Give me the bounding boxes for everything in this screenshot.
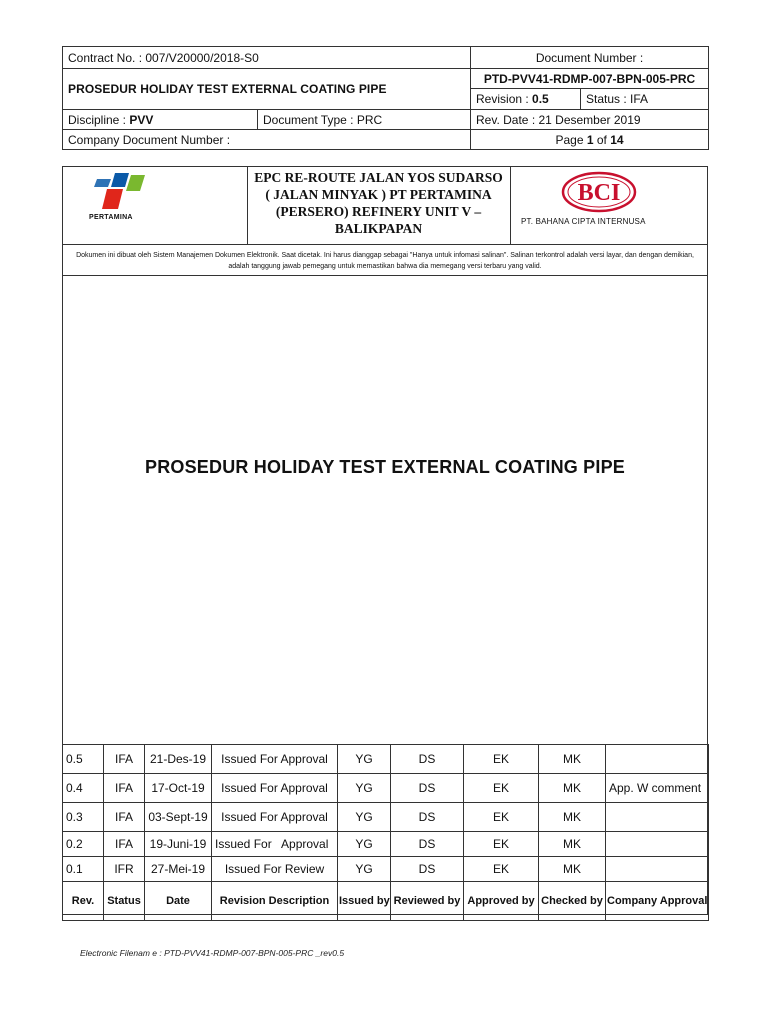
- revision-table: [62, 744, 709, 921]
- table-row: [63, 832, 709, 857]
- approved-by-cell: EK: [464, 832, 539, 857]
- approved-by-cell: EK: [464, 774, 539, 803]
- approved-by-cell: EK: [464, 745, 539, 774]
- project-title: [247, 167, 511, 244]
- project-line-4: BALIKPAPAN: [334, 221, 423, 236]
- date-cell: 21-Des-19: [145, 745, 212, 774]
- issued-by-cell: YG: [338, 857, 391, 882]
- issued-by-cell: YG: [338, 745, 391, 774]
- reviewed-by-cell: DS: [391, 774, 464, 803]
- document-header: [62, 46, 709, 150]
- description-cell: Issued For Approval: [212, 745, 338, 774]
- date-cell: 17-Oct-19: [145, 774, 212, 803]
- date-cell: 03-Sept-19: [145, 803, 212, 832]
- discipline-cell: [63, 110, 258, 130]
- company-document-number: Company Document Number :: [63, 130, 471, 150]
- project-line-1: EPC RE-ROUTE JALAN YOS SUDARSO: [254, 170, 503, 185]
- table-row: [63, 745, 709, 774]
- date-cell: 19-Juni-19: [145, 832, 212, 857]
- rev-cell: 0.5: [63, 745, 104, 774]
- discipline-value: PVV: [129, 112, 154, 127]
- status-cell: IFA: [104, 745, 145, 774]
- pertamina-logo-text: PERTAMINA: [89, 214, 133, 221]
- column-header-date: Date: [145, 882, 212, 921]
- description-cell: Issued For Approval: [212, 774, 338, 803]
- table-row: [63, 857, 709, 882]
- bci-caption: PT. BAHANA CIPTA INTERNUSA: [521, 217, 646, 226]
- status-cell: IFA: [104, 774, 145, 803]
- rev-cell: 0.3: [63, 803, 104, 832]
- company-approval-cell: App. W comment: [606, 774, 709, 803]
- reviewed-by-cell: DS: [391, 832, 464, 857]
- logo-row: [63, 167, 707, 245]
- page-label: Page: [555, 132, 587, 147]
- rev-cell: 0.2: [63, 832, 104, 857]
- reviewed-by-cell: DS: [391, 857, 464, 882]
- description-cell: Issued For Approval: [212, 832, 338, 857]
- column-header-rev: Rev.: [63, 882, 104, 921]
- rev-cell: 0.4: [63, 774, 104, 803]
- electronic-filename: Electronic Filenam e : PTD-PVV41-RDMP-007-BPN-005-PRC _rev0.5: [80, 948, 345, 958]
- company-approval-cell: [606, 832, 709, 857]
- checked-by-cell: MK: [539, 803, 606, 832]
- company-approval-cell: [606, 857, 709, 882]
- approved-by-cell: EK: [464, 803, 539, 832]
- document-number-label: Document Number :: [471, 47, 709, 69]
- reviewed-by-cell: DS: [391, 803, 464, 832]
- checked-by-cell: MK: [539, 774, 606, 803]
- revision-rows: [63, 745, 709, 921]
- status-cell: IFA: [104, 803, 145, 832]
- table-row: [63, 774, 709, 803]
- revision-cell: [471, 89, 581, 110]
- reviewed-by-cell: DS: [391, 745, 464, 774]
- table-row: [63, 803, 709, 832]
- checked-by-cell: MK: [539, 745, 606, 774]
- main-title: PROSEDUR HOLIDAY TEST EXTERNAL COATING PIPE: [144, 457, 625, 477]
- header-title-part1: PROSEDUR HOLIDAY TEST: [68, 82, 232, 96]
- bci-logo-icon: [561, 171, 637, 213]
- bci-logo-letters: BCI: [577, 180, 621, 206]
- contract-number: Contract No. : 007/V20000/2018-S0: [63, 47, 471, 69]
- rev-cell: 0.1: [63, 857, 104, 882]
- status-cell: IFR: [104, 857, 145, 882]
- column-header-description: Revision Description: [212, 882, 338, 921]
- column-header-company-approval: Company Approval: [606, 882, 709, 921]
- approved-by-cell: EK: [464, 857, 539, 882]
- description-cell: Issued For Approval: [212, 803, 338, 832]
- date-cell: 27-Mei-19: [145, 857, 212, 882]
- header-title-part2: EXTERNAL COATING PIPE: [231, 82, 387, 96]
- revision-label: Revision :: [476, 92, 533, 106]
- column-header-status: Status: [104, 882, 145, 921]
- revision-value: 0.5: [532, 92, 549, 106]
- column-header-approved-by: Approved by: [464, 882, 539, 921]
- revision-date: Rev. Date : 21 Desember 2019: [471, 110, 709, 130]
- header-title: [63, 69, 471, 110]
- status-cell: IFA: [104, 832, 145, 857]
- page-total: 14: [610, 132, 624, 147]
- document-type: Document Type : PRC: [258, 110, 471, 130]
- checked-by-cell: MK: [539, 832, 606, 857]
- issued-by-cell: YG: [338, 803, 391, 832]
- document-number: PTD-PVV41-RDMP-007-BPN-005-PRC: [471, 69, 709, 89]
- column-header-checked-by: Checked by: [539, 882, 606, 921]
- description-cell: Issued For Review: [212, 857, 338, 882]
- column-header-issued-by: Issued by: [338, 882, 391, 921]
- column-header-reviewed-by: Reviewed by: [391, 882, 464, 921]
- checked-by-cell: MK: [539, 857, 606, 882]
- discipline-label: Discipline :: [68, 112, 130, 127]
- issued-by-cell: YG: [338, 832, 391, 857]
- status-cell: Status : IFA: [581, 89, 709, 110]
- page-current: 1: [586, 132, 594, 147]
- revision-table-header: [63, 882, 709, 921]
- cover-frame: [62, 166, 708, 915]
- pertamina-logo-icon: [93, 171, 149, 213]
- project-line-2: ( JALAN MINYAK ) PT PERTAMINA: [265, 187, 492, 202]
- company-approval-cell: [606, 803, 709, 832]
- page-of: of: [593, 132, 611, 147]
- project-line-3: (PERSERO) REFINERY UNIT V –: [275, 204, 482, 219]
- document-notice: Dokumen ini dibuat oleh Sistem Manajemen Dokumen Elektronik. Saat dicetak. Ini harus dianggap sebagai "Hanya untuk infomasi salinan". Salinan terkontrol adalah versi layar, dan dengan demikian, adalah tanggung jawab pemegang untuk memastikan bahwa dia memegang versi terbaru yang valid.: [63, 245, 707, 276]
- issued-by-cell: YG: [338, 774, 391, 803]
- pertamina-logo-cell: [63, 167, 248, 244]
- company-approval-cell: [606, 745, 709, 774]
- bci-logo-cell: [511, 167, 707, 244]
- page-indicator: [471, 130, 709, 150]
